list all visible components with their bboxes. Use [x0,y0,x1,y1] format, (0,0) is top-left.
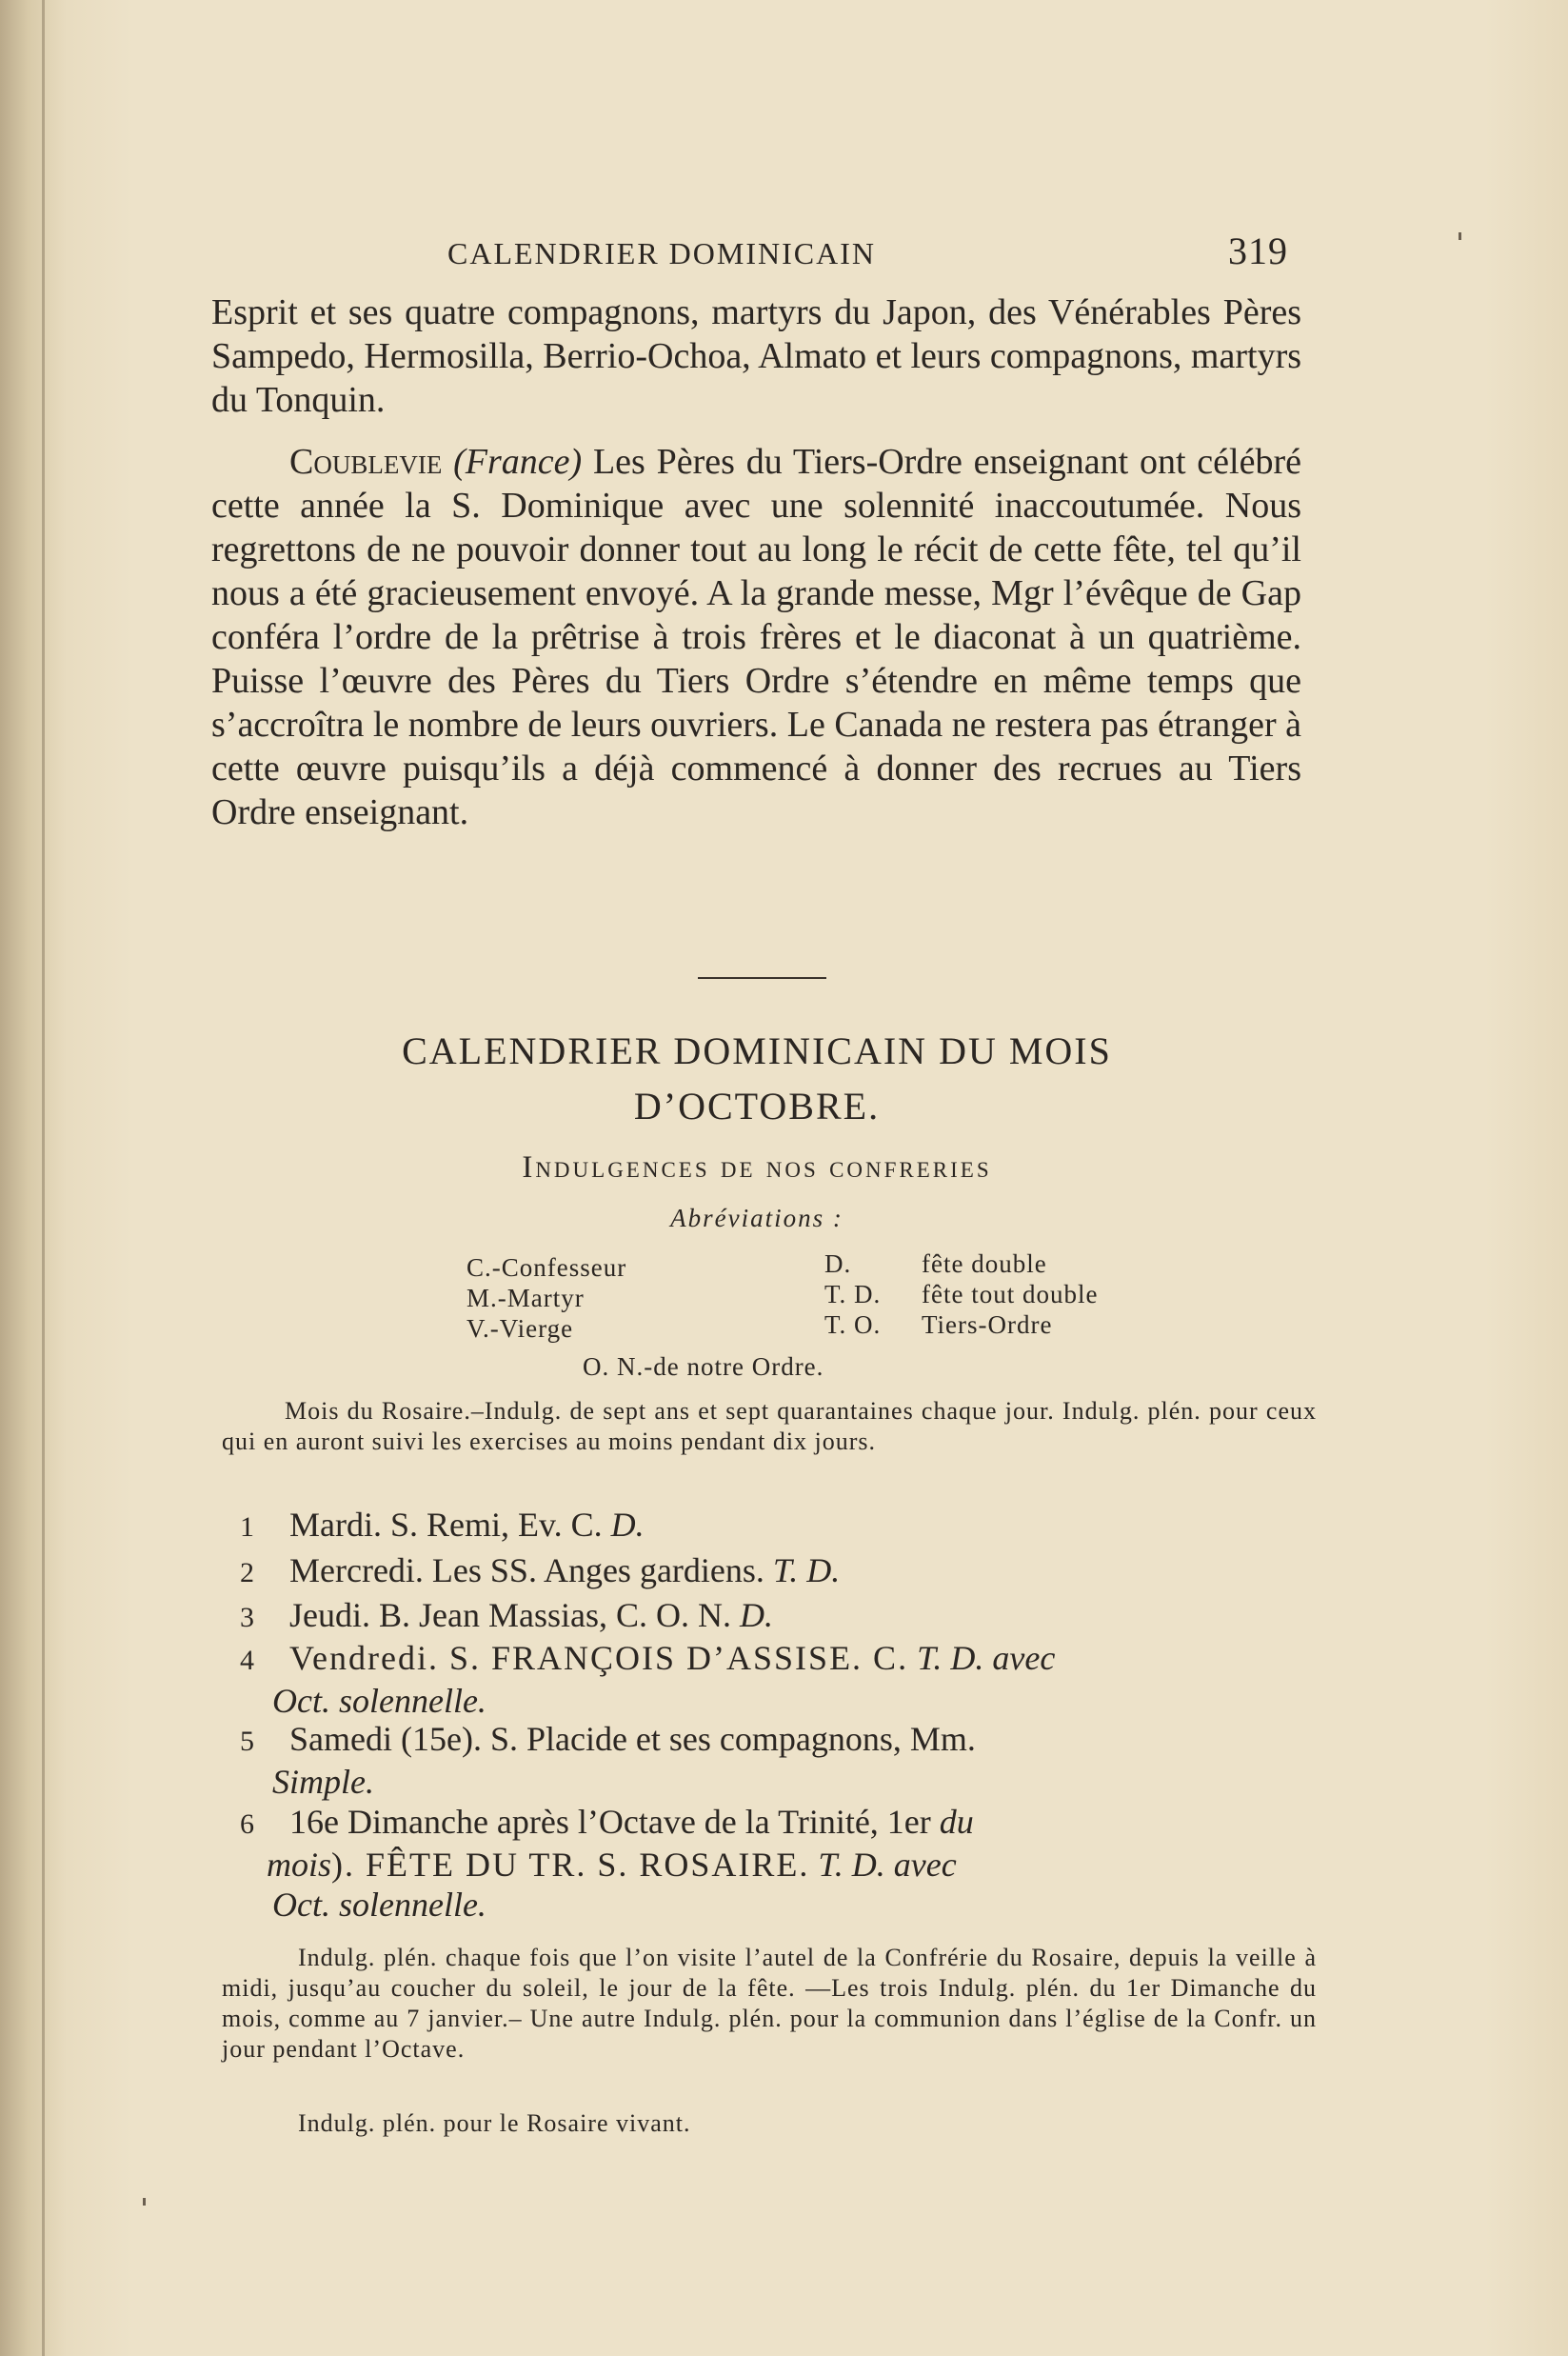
page-number: 319 [1228,230,1288,272]
day-text: Jeudi. B. Jean Massias, C. O. N. [289,1596,731,1634]
abbr-martyr: M.-Martyr [466,1284,585,1312]
day-rank: D. [610,1506,645,1544]
country-name: (France) [453,442,583,482]
calendar-day-4 [240,1638,1325,1721]
note-fete-rosaire: Indulg. plén. chaque fois que l’on visite l’autel de la Confrérie du Rosaire, depuis la veille à midi, jusqu’au coucher du soleil, le jour de la fête. —Les trois Indulg. plén. du 1er Dimanche du mois, comme au 7 janvier.– Une autre Indulg. plén. pour la communion dans l’église de la Confr. un jour pendant l’Octave. [222,1944,1317,2063]
day-text-italic: du [939,1803,974,1841]
calendar-day-6 [240,1802,1325,1925]
day-number: 3 [240,1602,254,1633]
section-title-line-2: D’OCTOBRE. [633,1085,881,1128]
abbr-confesseur: C.-Confesseur [466,1253,627,1282]
abbr-vierge: V.-Vierge [466,1314,574,1343]
day-number: 4 [240,1645,254,1676]
note-rosaire-vivant: Indulg. plén. pour le Rosaire vivant. [298,2109,691,2137]
gutter-shadow [42,0,45,2356]
section-divider [698,977,826,979]
section-title [209,1024,1304,1134]
calendar-day-3 [240,1595,1325,1638]
day-feast: ). FÊTE DU TR. S. ROSAIRE. [331,1846,810,1884]
calendar-day-1 [240,1505,1325,1547]
abbr-meaning-double: fête double [922,1249,1047,1278]
day-rank: D. [739,1596,773,1634]
abbr-notre-ordre: O. N.-de notre Ordre. [583,1352,824,1381]
day-text: Samedi (15e). S. Placide et ses compagnons, Mm. [289,1720,976,1758]
day-rank: T. D. [772,1551,841,1589]
section-title-line-1: CALENDRIER DOMINICAIN DU MOIS [402,1029,1112,1072]
day-number: 6 [240,1808,254,1840]
abbr-meaning-tout-double: fête tout double [922,1280,1099,1308]
place-name: Coublevie [289,442,443,482]
day-continuation: Simple. [272,1763,374,1801]
abbr-code-to: T. O. [824,1310,882,1339]
day-number: 2 [240,1557,254,1588]
abbr-meaning-tiers-ordre: Tiers-Ordre [922,1310,1053,1339]
abbreviations-heading: Abréviations : [670,1204,844,1232]
paragraph-2-text: Les Pères du Tiers-Ordre enseignant ont célébré cette année la S. Dominique avec une solennité inaccoutumée. Nous regrettons de ne pouvoir donner tout au long le récit de cette fête, tel qu’il nous a été gracieusement envoyé. A la grande messe, Mgr l’évêque de Gap conféra l’ordre de la prêtrise à trois frères et le diaconat à un quatrième. Puisse l’œuvre des Pères du Tiers Ordre s’étendre en même temps que s’accroîtra le nombre de leurs ouvriers. Le Canada ne restera pas étranger à cette œuvre puisqu’ils a déjà commencé à donner des recrues au Tiers Ordre enseignant. [211,442,1301,832]
day-text: Mardi. S. Remi, Ev. C. [289,1506,603,1544]
abbr-code-td: T. D. [824,1280,882,1308]
paper-speck [143,2198,146,2206]
day-continuation: Oct. solennelle. [272,1682,486,1720]
calendar-day-5 [240,1719,1325,1802]
calendar-day-2 [240,1550,1325,1593]
paragraph-1: Esprit et ses quatre compagnons, martyrs du Japon, des Vénérables Pères Sampedo, Hermosilla, Berrio-Ochoa, Almato et leurs compagnons, martyrs du Tonquin. [211,292,1302,420]
day-continuation: Oct. solennelle. [272,1886,486,1924]
day-6-line-2 [240,1845,1325,1885]
running-head-title: CALENDRIER DOMINICAIN [447,236,876,270]
day-text: 16e Dimanche après l’Octave de la Trinité, 1er [289,1803,931,1841]
day-number: 5 [240,1726,254,1757]
abbr-code-d: D. [824,1249,852,1278]
day-rank: T. D. avec [917,1639,1056,1677]
day-number: 1 [240,1511,254,1543]
day-text-italic: mois [267,1846,332,1884]
day-text: Vendredi. S. FRANÇOIS D’ASSISE. C. [289,1639,909,1677]
paragraph-2 [211,440,1301,834]
day-rank: T. D. avec [818,1846,957,1884]
note-mois-du-rosaire: Mois du Rosaire.–Indulg. de sept ans et sept quarantaines chaque jour. Indulg. plén. pour ceux qui en auront suivi les exercises au moins pendant dix jours. [222,1397,1317,1455]
day-text: Mercredi. Les SS. Anges gardiens. [289,1551,764,1589]
section-subtitle: Indulgences de nos confreries [522,1150,992,1185]
paper-speck [1459,232,1461,240]
